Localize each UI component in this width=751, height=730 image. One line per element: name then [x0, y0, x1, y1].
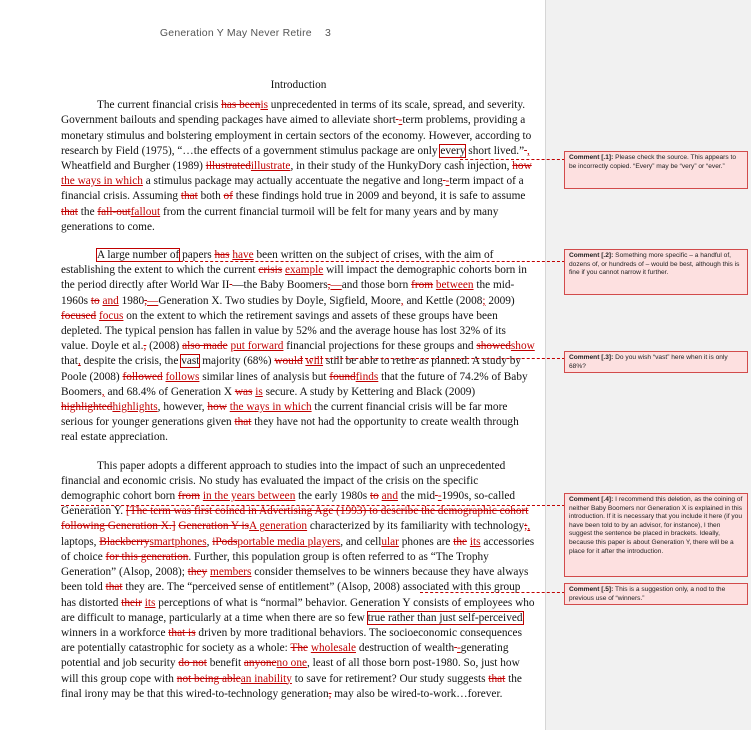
- inserted-text[interactable]: the ways in which: [61, 175, 143, 188]
- comment-balloon-5[interactable]: [564, 583, 748, 605]
- inserted-text[interactable]: wholesale: [310, 642, 356, 655]
- inserted-text[interactable]: A generation: [249, 520, 308, 533]
- text-run: secure. A study by Kettering and Black (2009): [262, 385, 476, 398]
- text-run: 1980: [118, 294, 145, 307]
- paragraph-3[interactable]: [61, 459, 536, 702]
- text-run: 1990s, so-called Generation Y.: [61, 490, 516, 518]
- inserted-text[interactable]: ,: [527, 520, 531, 533]
- text-run: This paper adopts a different approach to studies into the impact of such an unprecedented financial and economic crisis. No study has evaluated the impact of the crisis on the specific demographic cohort born: [61, 459, 506, 503]
- text-run: driven by more traditional behaviors. The socioeconomic consequences are potentially catastrophic for society as a whole:: [61, 626, 522, 655]
- inserted-text[interactable]: ular: [381, 535, 399, 548]
- text-run: short lived.”: [465, 144, 525, 157]
- deleted-text[interactable]: ,: [144, 294, 148, 307]
- deleted-text[interactable]: crisis: [258, 264, 283, 277]
- inserted-text[interactable]: highlights: [112, 401, 158, 414]
- inserted-text[interactable]: members: [210, 566, 252, 579]
- text-run: to save for retirement? Our study suggests: [291, 672, 489, 685]
- comment-label: Comment [.2]:: [569, 252, 614, 259]
- paragraph-2[interactable]: [61, 248, 536, 446]
- deleted-text[interactable]: ;: [524, 520, 528, 533]
- text-run: term impact of a financial crisis. Assuming: [61, 175, 524, 203]
- text-run: destruction of wealth: [356, 642, 455, 655]
- deleted-text[interactable]: the: [453, 535, 468, 548]
- text-run: will impact the demographic cohorts born in the period directly after World War II: [61, 264, 527, 292]
- deleted-text[interactable]: that: [488, 672, 506, 685]
- inserted-text[interactable]: ,: [400, 294, 404, 307]
- running-head-title: Generation Y May Never Retire: [159, 27, 312, 39]
- inserted-text[interactable]: focus: [98, 309, 124, 322]
- deleted-text[interactable]: that: [234, 416, 252, 429]
- deleted-text[interactable]: highlighted: [61, 401, 113, 414]
- inserted-text[interactable]: smartphones: [149, 535, 207, 548]
- paragraph-1[interactable]: [61, 98, 536, 235]
- deleted-text[interactable]: [The term was first coined in Advertising Age (1993) to describe the demographic cohort following Generation X.]: [61, 505, 529, 533]
- deleted-text[interactable]: showed: [476, 340, 511, 353]
- comment-text: I recommend this deletion, as the coining of neither Baby Boomers nor Generation X is explained in this introduction. If it is necessary that you include it here (if you have been told to by an advisor, for instance), I then suggest the sentence be placed in brackets. Ideally, because this paper is about Generation Y, there will be a place for it after the introduction.: [569, 496, 743, 555]
- text-run: these findings hold true in 2009 and beyond, it is safe to assume: [232, 190, 526, 203]
- text-run: the mid: [397, 490, 435, 503]
- comment-leader-5: [420, 592, 565, 593]
- inserted-text[interactable]: is: [255, 385, 263, 398]
- page-number: 3: [324, 27, 331, 39]
- text-run: benefit: [206, 657, 244, 670]
- comment-leader-3: [300, 358, 565, 359]
- text-run: ,: [206, 535, 213, 548]
- commented-text[interactable]: every: [440, 144, 466, 157]
- inserted-text[interactable]: is: [260, 99, 268, 112]
- text-run: winners in a workforce: [61, 626, 169, 639]
- inserted-text[interactable]: in the years between: [202, 490, 296, 503]
- commented-text[interactable]: A large number of: [97, 249, 180, 262]
- inserted-text[interactable]: and: [381, 490, 398, 503]
- deleted-text[interactable]: to: [90, 294, 100, 307]
- deleted-text[interactable]: ,: [327, 279, 331, 292]
- inserted-text[interactable]: have: [232, 249, 254, 262]
- text-run: on the extent to which the retirement savings and assets of these groups have been depleted. The typical pension has fallen in value by 52% and the average house has lost 32% of its value. Doyle et al.: [61, 309, 506, 353]
- inserted-text[interactable]: show: [510, 340, 535, 353]
- deleted-text[interactable]: fall-out: [97, 205, 131, 218]
- comment-text: This is a suggestion only, a nod to the previous use of “winners.”: [569, 586, 726, 602]
- text-run: and Kettle (2008: [403, 294, 483, 307]
- comment-balloon-3[interactable]: [564, 351, 748, 373]
- text-run: papers: [179, 249, 215, 262]
- deleted-text[interactable]: they: [187, 566, 208, 579]
- deleted-text[interactable]: for this generation: [105, 550, 189, 563]
- inserted-text[interactable]: an inability: [240, 672, 292, 685]
- deleted-text[interactable]: illustrated: [205, 160, 251, 173]
- comment-text: Something more specific – a handful of, dozens of, or hundreds of – would be best, although this is fine if you cannot narrow it further.: [569, 252, 740, 277]
- text-run: the: [77, 205, 98, 218]
- inserted-text[interactable]: put forward: [230, 340, 284, 353]
- text-run: generating potential and job security: [61, 642, 509, 670]
- text-run: they are. The “perceived sense of entitlement” (Alsop, 2008) associated with this group has distorted: [61, 581, 521, 609]
- text-run: phones are: [398, 535, 454, 548]
- deleted-text[interactable]: ,: [328, 687, 332, 700]
- deleted-text[interactable]: found: [329, 370, 356, 383]
- text-run: they have not had the opportunity to create wealth through real estate appreciation.: [61, 416, 519, 444]
- deleted-text[interactable]: followed: [122, 370, 163, 383]
- inserted-text[interactable]: will: [305, 355, 324, 368]
- text-run: perceptions of what is “normal” behavior. Generation Y consists of employees who are difficult to manage, particularly at a time when there are so few: [61, 596, 535, 624]
- inserted-text[interactable]: follows: [165, 370, 200, 383]
- comment-label: Comment [.3]:: [569, 354, 614, 361]
- inserted-text[interactable]: ,: [101, 385, 105, 398]
- deleted-text[interactable]: focused: [61, 309, 97, 322]
- deleted-text[interactable]: The: [290, 642, 308, 655]
- deleted-text[interactable]: that: [180, 190, 198, 203]
- text-run: and those born: [341, 279, 412, 292]
- inserted-text[interactable]: and: [102, 294, 119, 307]
- comment-leader-4: [61, 505, 565, 506]
- deleted-text[interactable]: would: [274, 355, 303, 368]
- text-run: been written on the subject of crises, with the aim of establishing the extent to which the current: [61, 249, 494, 277]
- text-run: , and cell: [340, 535, 382, 548]
- deleted-text[interactable]: to: [370, 490, 379, 503]
- text-run: the current financial crisis will be far more serious for younger generations given: [61, 401, 508, 429]
- text-run: characterized by its familiarity with technology: [307, 520, 525, 533]
- inserted-text[interactable]: example: [285, 264, 324, 277]
- text-run: Wheatfield and Burgher (1989): [61, 160, 206, 173]
- deleted-text[interactable]: has been: [221, 99, 261, 112]
- comment-balloon-2[interactable]: [564, 249, 748, 295]
- text-run: the early 1980s: [295, 490, 371, 503]
- inserted-text[interactable]: no one: [276, 657, 307, 670]
- deleted-text[interactable]: iPods: [212, 535, 238, 548]
- text-run: Generation X. Two studies by Doyle, Sigfield, Moore: [158, 294, 401, 307]
- deleted-text[interactable]: how: [512, 160, 532, 173]
- inserted-text[interactable]: ,: [526, 144, 530, 157]
- inserted-text[interactable]: finds: [355, 370, 379, 383]
- commented-text[interactable]: vast: [181, 355, 200, 368]
- deleted-text[interactable]: that: [61, 205, 78, 218]
- text-run: majority (68%): [199, 355, 275, 368]
- inserted-text[interactable]: ,: [77, 355, 81, 368]
- inserted-text[interactable]: -: [437, 490, 442, 503]
- text-run: accessories of choice: [61, 535, 535, 563]
- commented-text[interactable]: true rather than just self-perceived: [367, 611, 523, 624]
- text-run: from the current financial turmoil will be felt for many years and by many generations to come.: [61, 205, 499, 233]
- deleted-text[interactable]: that is: [168, 626, 196, 639]
- inserted-text[interactable]: ;: [482, 294, 486, 307]
- inserted-text[interactable]: -: [445, 175, 450, 188]
- deleted-text[interactable]: do not: [178, 657, 207, 670]
- inserted-text[interactable]: its: [469, 535, 481, 548]
- deleted-text[interactable]: anyone: [243, 657, 277, 670]
- text-run: 2009): [485, 294, 515, 307]
- deleted-text[interactable]: also made: [182, 340, 228, 353]
- text-run: both: [197, 190, 224, 203]
- deleted-text[interactable]: was: [234, 385, 253, 398]
- text-run: (2008): [146, 340, 183, 353]
- inserted-text[interactable]: —: [147, 294, 159, 307]
- text-run: the final irony may be that this wired-to-technology generation: [61, 672, 522, 700]
- text-run: , however,: [157, 401, 208, 414]
- inserted-text[interactable]: —: [330, 279, 342, 292]
- deleted-text[interactable]: Generation Y is: [178, 520, 250, 533]
- deleted-text[interactable]: has: [214, 249, 230, 262]
- deleted-text[interactable]: that: [105, 581, 123, 594]
- deleted-text[interactable]: of: [223, 190, 233, 203]
- text-run: term problems, providing a monetary stimulus and bolstering employment in certain sectors of the economy. However, according to research by Field (1975), “…the effects of a government stimulus package are only: [61, 114, 532, 157]
- text-run: unprecedented in terms of its scale, spread, and severity. Government bailouts and spending packages have aimed to alleviate short: [61, 99, 526, 127]
- comment-balloon-4[interactable]: [564, 493, 748, 577]
- running-header: [160, 27, 331, 39]
- comment-balloon-1[interactable]: [564, 151, 748, 189]
- comment-text: Please check the source. This appears to be incorrectly copied. “Every” may be “very” or “ever.”: [569, 154, 737, 170]
- inserted-text[interactable]: the ways in which: [229, 401, 312, 414]
- inserted-text[interactable]: -: [398, 114, 403, 127]
- text-run: , least of all those born post-1980.: [306, 657, 464, 670]
- text-run: the mid-1960s: [61, 279, 515, 307]
- deleted-text[interactable]: from: [411, 279, 434, 292]
- comment-leader-2: [180, 261, 565, 262]
- text-run: consider themselves to be winners because they have always been told: [61, 566, 529, 594]
- inserted-text[interactable]: illustrate: [250, 160, 291, 173]
- comment-text: Do you wish “vast” here when it is only 68%?: [569, 354, 728, 370]
- deleted-text[interactable]: from: [178, 490, 200, 503]
- text-run: still be able to retire as planned. A study by Poole (2008): [61, 355, 522, 383]
- section-heading: Introduction: [270, 79, 327, 91]
- text-run: similar lines of analysis but: [199, 370, 330, 383]
- text-run: . Further, this population group is often referred to as “The Trophy Generation” (Alsop, 2008);: [61, 550, 489, 579]
- inserted-text[interactable]: -: [457, 642, 461, 655]
- text-run: that: [61, 355, 78, 368]
- text-run: may also be wired-to-work…forever.: [331, 687, 503, 700]
- text-run: a stimulus package may actually accentuate the negative and long: [142, 175, 443, 188]
- text-run: that the future of 74.2% of Baby Boomers: [61, 370, 528, 398]
- text-run: The current financial crisis: [97, 99, 222, 112]
- document-body[interactable]: [61, 78, 536, 715]
- inserted-text[interactable]: portable media players: [237, 535, 341, 548]
- comment-label: Comment [.1]:: [569, 154, 614, 161]
- text-run: despite the crisis, the: [80, 355, 182, 368]
- inserted-text[interactable]: between: [435, 279, 474, 292]
- text-run: and 68.4% of Generation X: [104, 385, 235, 398]
- deleted-text[interactable]: how: [207, 401, 227, 414]
- deleted-text[interactable]: Blackberry: [99, 535, 150, 548]
- deleted-text[interactable]: their: [121, 596, 142, 609]
- inserted-text[interactable]: fallout: [130, 205, 161, 218]
- inserted-text[interactable]: its: [144, 596, 156, 609]
- text-run: So, just how will this group cope with: [61, 657, 520, 685]
- text-run: , in their study of the HunkyDory cash injection,: [290, 160, 513, 173]
- comment-leader-1: [460, 159, 565, 160]
- comment-label: Comment [.5]:: [569, 586, 614, 593]
- text-run: —the Baby Boomers: [232, 279, 328, 292]
- text-run: laptops,: [61, 535, 100, 548]
- deleted-text[interactable]: not being able: [176, 672, 241, 685]
- comment-label: Comment [.4]:: [569, 496, 614, 503]
- text-run: financial projections for these groups and: [283, 340, 477, 353]
- deleted-text[interactable]: ,: [143, 340, 147, 353]
